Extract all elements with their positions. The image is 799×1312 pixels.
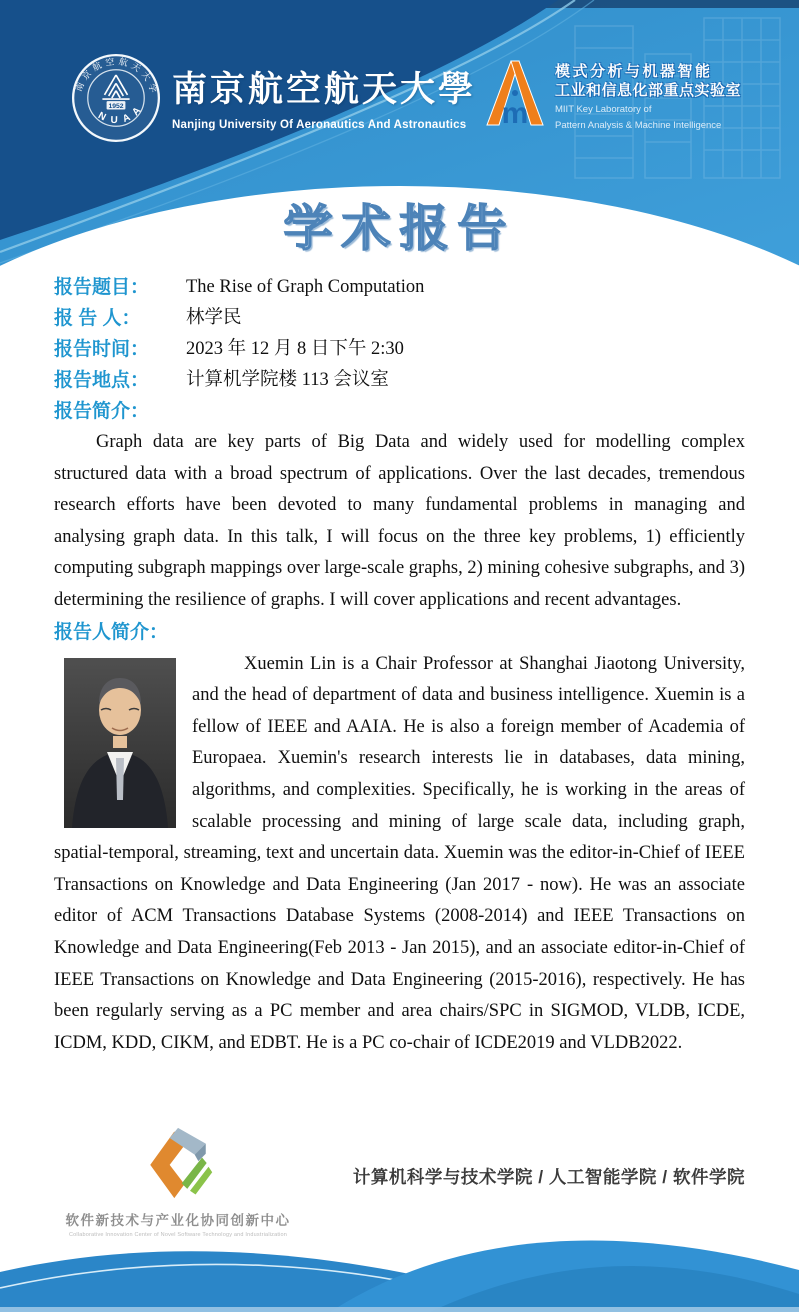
university-seal <box>70 52 162 144</box>
field-value-time: 2023 年 12 月 8 日下午 2:30 <box>186 339 404 359</box>
bio-text: Xuemin Lin is a Chair Professor at Shanghai Jiaotong University, and the head of department of data and business intelligence. Xuemin is a fellow of IEEE and AAIA. He is also a foreign member of Academia of Europaea. Xuemin's research interests lie in databases, data mining, algorithms, and complexities. Specifically, he is working in the areas of scalable processing and mining of large scale data, including graph, spatial-temporal, streaming, text and uncertain data. Xuemin was the editor-in-Chief of IEEE Transactions on Knowledge and Data Engineering (Jan 2017 - now). He was an associate editor of ACM Transactions Database Systems (2008-2014) and IEEE Transactions on Knowledge and Data Engineering(Feb 2013 - Jan 2015), and an associate editor-in-Chief of IEEE Transactions on Knowledge and Data Engineering (2015-2016), respectively. He has been regularly serving as a PC member and area chairs/SPC in SIGMOD, VLDB, ICDE, ICDM, KDD, CIKM, and EDBT. He is a PC co-chair of ICDE2019 and VLDB2022. <box>54 653 745 1053</box>
page-title: 学术报告 <box>283 201 516 256</box>
lab-block <box>486 58 741 132</box>
lab-logo-m: m <box>501 97 529 130</box>
university-name-zh: 南京航空航天大學 <box>172 70 477 109</box>
field-row-topic <box>54 272 745 303</box>
field-row-time <box>54 334 745 365</box>
university-name-en: Nanjing University Of Aeronautics And Astronautics <box>172 119 467 131</box>
field-label-speaker: 报 告 人： <box>54 308 141 329</box>
field-value-speaker: 林学民 <box>186 308 242 328</box>
field-row-location <box>54 365 745 396</box>
field-label-topic: 报告题目： <box>54 277 150 298</box>
innovation-center-name-en: Collaborative Innovation Center of Novel Software Technology and Industrialization <box>68 1232 288 1238</box>
lab-name-zh-2: 工业和信息化部重点实验室 <box>555 82 742 99</box>
lab-name-en-2: Pattern Analysis & Machine Intelligence <box>555 120 722 131</box>
lab-name-zh-1: 模式分析与机器智能 <box>555 63 713 80</box>
innovation-center-logo-icon <box>141 1124 215 1202</box>
main-content <box>0 266 799 1059</box>
abstract-section-label: 报告简介： <box>54 401 150 422</box>
abstract-text: Graph data are key parts of Big Data and widely used for modelling complex structured data with a broad spectrum of applications. Over the last decades, tremendous research efforts have been devoted to many fundamental problems in managing and analysing graph data. In this talk, I will focus on the three key problems, 1) efficiently computing subgraph mappings over large-scale graphs, 2) mining cohesive subgraphs, and 3) determining the resilience of graphs. I will cover applications and recent advantages. <box>54 432 745 610</box>
field-value-location: 计算机学院楼 113 会议室 <box>186 370 389 390</box>
lab-name-en-1: MIIT Key Laboratory of <box>555 104 652 115</box>
field-row-speaker <box>54 303 745 334</box>
speaker-bio-block <box>54 649 745 1060</box>
university-name-block <box>172 62 476 131</box>
speaker-photo <box>64 658 176 828</box>
header-banner <box>0 0 799 266</box>
field-label-time: 报告时间： <box>54 339 150 360</box>
bio-section-label: 报告人简介： <box>54 621 169 643</box>
field-value-topic: The Rise of Graph Computation <box>186 277 425 297</box>
pami-lab-logo-icon <box>486 58 544 130</box>
seal-acronym: N U A A <box>96 103 145 127</box>
innovation-center-name-zh: 软件新技术与产业化协同创新中心 <box>65 1213 291 1228</box>
departments-text: 计算机科学与技术学院 / 人工智能学院 / 软件学院 <box>352 1167 745 1187</box>
innovation-center-block <box>56 1124 300 1238</box>
lab-name-lines <box>555 58 741 132</box>
field-label-location: 报告地点： <box>54 370 150 391</box>
seal-year: 1952 <box>108 102 124 110</box>
footer-wave-graphic <box>0 1236 799 1312</box>
seal-ring-text: 南京航空航天大学 <box>73 56 160 98</box>
